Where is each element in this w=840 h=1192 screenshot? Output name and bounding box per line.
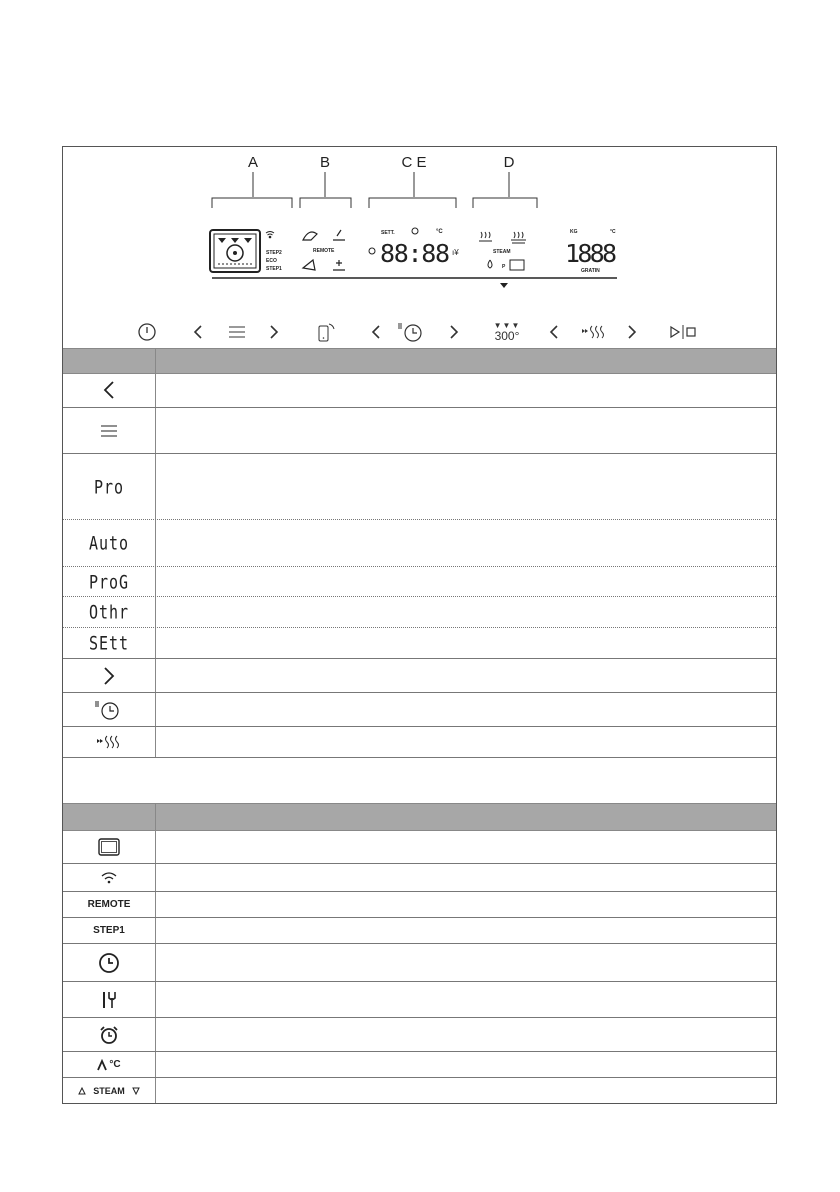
phone-remote-icon — [316, 321, 336, 343]
table2-text — [163, 982, 770, 1017]
table-row — [63, 944, 776, 982]
temp-core-icon: °C — [109, 1059, 121, 1070]
start-stop-icon — [669, 324, 697, 340]
menu-left-button[interactable] — [190, 318, 206, 346]
table1-text — [163, 408, 770, 453]
step1-word-icon: STEP1 — [93, 925, 125, 936]
oven-window-display-icon — [210, 230, 260, 272]
table1-text — [163, 659, 770, 692]
table2-text — [163, 1078, 770, 1103]
table-row — [63, 727, 776, 758]
clock-icon — [98, 952, 120, 974]
display-step2: STEP2 — [266, 250, 282, 256]
timer-button[interactable] — [396, 318, 428, 346]
table-row — [63, 408, 776, 454]
menu-right-button[interactable] — [266, 318, 282, 346]
auto-segment-icon: Auto — [88, 531, 130, 555]
temperature-button[interactable] — [490, 318, 524, 346]
table1-text — [163, 454, 770, 519]
table-row — [63, 1018, 776, 1052]
table1-icon-cell — [63, 373, 156, 407]
alarm-display-icon — [412, 228, 418, 234]
table1-text — [163, 628, 770, 658]
menu-icon — [228, 326, 246, 338]
display-kg: KG — [570, 229, 578, 235]
clock-display-icon — [369, 248, 375, 254]
display-step1: STEP1 — [266, 266, 282, 272]
chevron-right-icon — [627, 324, 637, 340]
table-row — [63, 567, 776, 597]
display-remote: REMOTE — [313, 248, 335, 254]
table2-text — [163, 944, 770, 981]
othr-segment-icon: Othr — [88, 600, 130, 624]
table-row — [63, 454, 776, 520]
table2-text — [163, 830, 770, 863]
table-row — [63, 1052, 776, 1078]
drop-icon — [488, 260, 492, 268]
table-row — [63, 693, 776, 727]
display-sett: SETT. — [381, 230, 395, 236]
table-row — [63, 597, 776, 628]
fast-preheat-icon — [581, 324, 607, 340]
table-row — [63, 628, 776, 659]
table-row — [63, 918, 776, 944]
chevron-right-icon — [269, 324, 279, 340]
temp-left-button[interactable] — [546, 318, 562, 346]
fast-preheat-button[interactable] — [580, 318, 608, 346]
display-p: P — [502, 264, 506, 270]
chevron-left-icon — [193, 324, 203, 340]
remote-button[interactable] — [314, 318, 338, 346]
display-diagram — [0, 0, 840, 320]
table1-text — [163, 567, 770, 596]
table1-text — [163, 373, 770, 407]
chevron-left-icon — [103, 380, 115, 400]
table1-header — [63, 348, 776, 374]
sett-segment-icon: SEtt — [88, 631, 130, 655]
temp-level-icon: ▼▼▼ — [493, 320, 521, 330]
table-row — [63, 864, 776, 892]
table1-text — [163, 597, 770, 627]
group-brackets — [212, 172, 537, 208]
alarm-icon — [98, 1024, 120, 1046]
timer-menu-icon — [94, 699, 124, 721]
table2-text — [163, 892, 770, 917]
display-eco: ECO — [266, 258, 277, 264]
remote-word-icon: REMOTE — [87, 899, 131, 910]
table-row — [63, 982, 776, 1018]
chevron-left-icon — [549, 324, 559, 340]
timer-left-button[interactable] — [368, 318, 384, 346]
table1-text — [163, 727, 770, 757]
chevron-left-icon — [371, 324, 381, 340]
table2-header — [63, 803, 776, 831]
chevron-right-icon — [103, 666, 115, 686]
cutlery-display-icon: ı¥ — [452, 248, 459, 257]
fast-preheat-icon — [96, 734, 122, 750]
menu-icon — [100, 425, 118, 437]
pro-segment-icon: Pro — [93, 475, 125, 498]
table2-text — [163, 1018, 770, 1051]
group-label-d: D — [503, 154, 515, 171]
cutlery-icon — [100, 990, 118, 1010]
timer-right-button[interactable] — [446, 318, 462, 346]
table2-text — [163, 918, 770, 943]
table2-text — [163, 864, 770, 891]
power-icon — [138, 323, 156, 341]
table-row — [63, 830, 776, 864]
table-row — [63, 373, 776, 408]
wifi-icon — [100, 871, 118, 885]
chevron-right-icon — [449, 324, 459, 340]
table-row — [63, 659, 776, 693]
group-label-b: B — [319, 154, 331, 171]
temp-right-button[interactable] — [624, 318, 640, 346]
timer-menu-icon — [397, 321, 427, 343]
probe-icon — [97, 1059, 109, 1071]
group-label-a: A — [247, 154, 259, 171]
prog-segment-icon: ProG — [88, 570, 130, 593]
table-row — [63, 520, 776, 567]
start-stop-button[interactable] — [668, 318, 698, 346]
temp-label: 300° — [494, 328, 520, 343]
table1-text — [163, 693, 770, 726]
table1-text — [163, 520, 770, 566]
table-row — [63, 1078, 776, 1103]
display-celsius: °C — [610, 229, 616, 235]
display-number: 1888 — [565, 239, 617, 268]
steam-arrow-right-icon — [131, 1086, 141, 1096]
table-row — [63, 892, 776, 918]
display-steam: STEAM — [493, 249, 511, 255]
steam-arrow-left-icon — [77, 1086, 87, 1096]
oven-window-icon — [98, 838, 120, 856]
display-time: 88:88 — [380, 239, 450, 268]
selection-marker-icon — [500, 283, 508, 288]
menu-button[interactable] — [226, 318, 248, 346]
group-label-ce: C E — [401, 154, 427, 171]
steam-icons — [479, 232, 526, 243]
display-gratin: GRATIN — [581, 268, 600, 274]
wifi-display-icon — [266, 232, 274, 238]
tray-display-icon — [510, 260, 524, 270]
power-button[interactable] — [136, 318, 158, 346]
steam-word-icon: STEAM — [93, 1085, 125, 1096]
table2-text — [163, 1052, 770, 1077]
display-core-temp: °C — [436, 229, 443, 235]
